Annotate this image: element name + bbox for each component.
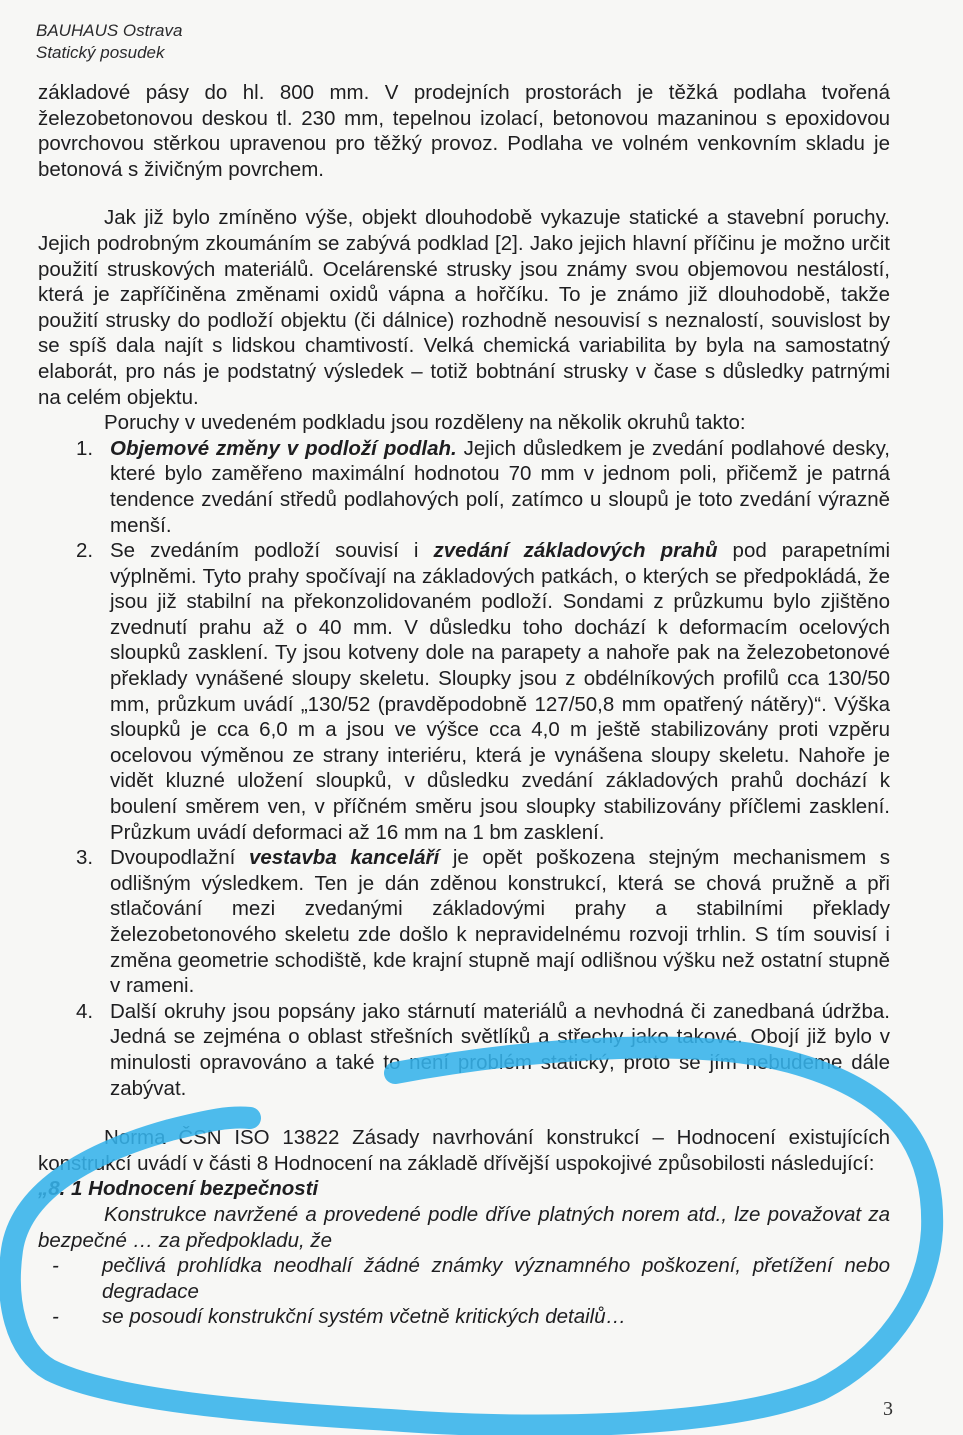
page-number: 3 — [883, 1398, 893, 1420]
defect-list — [38, 436, 890, 1101]
emphasis: zvedání základových prahů — [433, 539, 718, 563]
quote-heading: „8. 1 Hodnocení bezpečnosti — [38, 1177, 319, 1201]
quote-bullet: - pečlivá prohlídka neodhalí žádné známky významného poškození, přetížení nebo degradace — [52, 1254, 890, 1303]
header-title: BAUHAUS Ostrava — [36, 21, 183, 40]
emphasis: vestavba kanceláří — [248, 846, 440, 870]
list-number: 2. — [76, 539, 94, 563]
list-item: 1. Objemové změny v podloží podlah. Jejich důsledkem je zvedání podlahové desky, které bylo zaměřeno maximální hodnotou 70 mm v jednom poli, přičemž je patrná tendence zvedání středů podlahových polí, zatímco u sloupů je toto zvedání výrazně menší. — [76, 436, 890, 537]
list-item: 4. Další okruhy jsou popsány jako stárnutí materiálů a nevhodná či zanedbaná údržba. Jedná se zejména o oblast střešních světlíků a střechy jako takové. Obojí již bylo v minulosti opravováno a také to není problém statický, proto se jím nebudeme dále zabývat. — [76, 999, 890, 1100]
bullet-dash: - — [52, 1305, 59, 1329]
paragraph-norm-intro: Norma ČSN ISO 13822 Zásady navrhování konstrukcí – Hodnocení existujících konstrukcí uvádí v části 8 Hodnocení na základě dřívější uspokojivé způsobilosti následující: — [38, 1126, 890, 1175]
emphasis: Objemové změny v podloží podlah. — [110, 436, 457, 460]
list-item: 3. Dvoupodlažní vestavba kanceláří je opět poškozena stejným mechanismem s odlišným výsledkem. Ten je dán zděnou konstrukcí, která se chová pružně a při stlačování mezi zvedanými základovými prahy a stabilními překlady železobetonového skeletu zde došlo k nepravidelnému rozvoji trhlin. S tím souvisí i změna geometrie schodiště, kde krajní stupně mají odlišnou výšku než ostatní stupně v rameni. — [76, 846, 891, 998]
list-number: 3. — [76, 846, 94, 870]
quote-text: Konstrukce navržené a provedené podle dříve platných norem atd., lze považovat za bezpečné … za předpokladu, že — [38, 1202, 890, 1252]
paragraph-defect-groups: Poruchy v uvedeném podkladu jsou rozděleny na několik okruhů takto: — [104, 411, 746, 435]
norm-quote — [38, 1176, 890, 1330]
list-number: 4. — [76, 999, 94, 1023]
list-item: 2. Se zvedáním podloží souvisí i zvedání základových prahů pod parapetními výplněmi. Tyto prahy spočívají na základových patkách, o kterých se předpokládá, že jsou již stabilní na překonzolidovaném podloží. Sondami z průzkumu bylo zjištěno zvednutí prahu až o 40 mm. V důsledku toho dochází k deformacím ocelových sloupků zasklení. Ty jsou kotveny dole na parapety a nahoře pak na železobetonové překlady vynášené sloupy skeletu. Sloupky jsou z obdélníkových profilů cca 130/50 mm, průzkum uvádí „130/52 (pravděpodobně 127/50,8 mm opatřený nátěry)“. Výška sloupků je cca 6,0 m a jsou ve výšce cca 4,0 m ještě stabilizovány proti vzpěru ocelovou výměnou ze strany interiéru, která je vynášena sloupy skeletu. Nahoře je vidět kluzné uložení sloupků, v důsledku zvedání základových prahů dochází k boulení směrem ven, v příčném směru jsou sloupky stabilizovány příčlemi zasklení. Průzkum uvádí deformaci až 16 mm na 1 bm zasklení. — [76, 539, 891, 844]
list-number: 1. — [76, 436, 94, 460]
page-header — [36, 20, 182, 64]
header-subtitle: Statický posudek — [36, 43, 165, 62]
bullet-dash: - — [52, 1254, 59, 1278]
quote-bullet: - se posoudí konstrukční systém včetně kritických detailů… — [52, 1305, 627, 1329]
document-body — [38, 80, 890, 1330]
paragraph-foundations: základové pásy do hl. 800 mm. V prodejních prostorách je těžká podlaha tvořená železobetonovou deskou tl. 230 mm, tepelnou izolací, betonovou mazaninou s epoxidovou povrchovou stěrkou upravenou pro těžký provoz. Podlaha ve volném venkovním skladu je betonová s živičným povrchem. — [38, 81, 890, 181]
paragraph-defects: Jak již bylo zmíněno výše, objekt dlouhodobě vykazuje statické a stavební poruchy. Jejich podrobným zkoumáním se zabývá podklad [2]. Jako jejich hlavní příčinu je možno určit použití struskových materiálů. Ocelárenské strusky jsou známy svou objemovou nestálostí, která je zapříčiněna změnami oxidů vápna a hořčíku. To je známo již dlouhodobě, takže použití strusky do podloží objektu (či dálnice) rozhodně nesouvisí s neznalostí, souvislost by se spíš dala najít s lidskou chamtivostí. Velká chemická variabilita by byla na samostatný elaborát, pro nás je podstatný výsledek – totiž bobtnání strusky v čase s důsledky patrnými na celém objektu. — [38, 206, 890, 409]
